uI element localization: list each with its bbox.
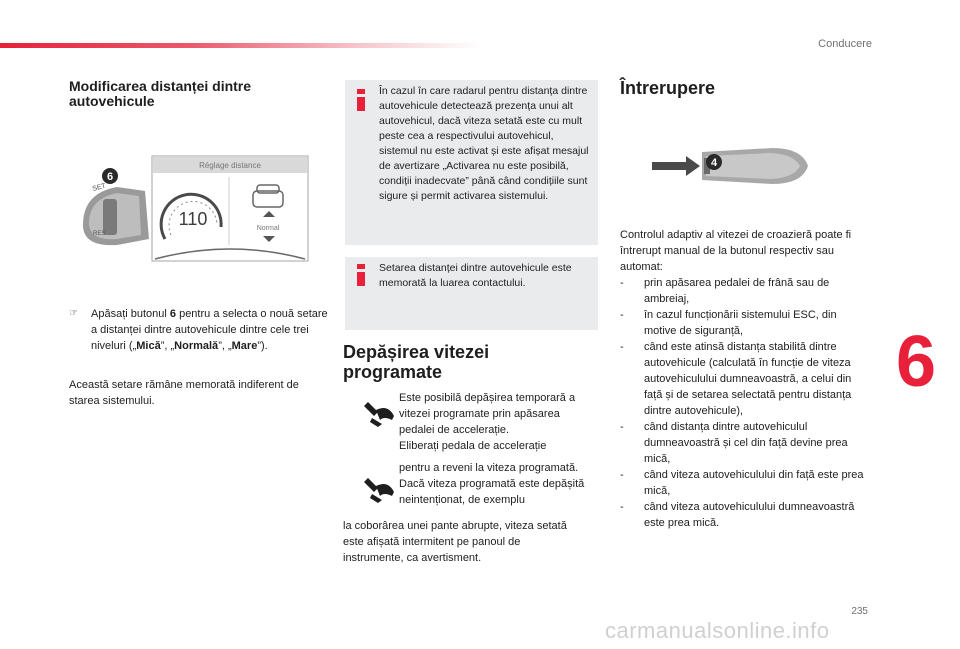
finger-icon: ☞: [69, 308, 78, 319]
chapter-number: 6: [896, 322, 937, 402]
info-icon: [354, 89, 368, 111]
info-box-radar: [345, 80, 598, 245]
interrupt-intro: Controlul adaptiv al vitezei de croazieră poate fi întrerupt manual de la butonul respectiv sau automat:: [620, 229, 852, 273]
list-item: - în cazul funcționării sistemului ESC, din motive de siguranță,: [620, 309, 837, 337]
distance-instruction: ☞ Apăsați butonul 6 pentru a selecta o nouă setare a distanței dintre autovehicule dintre cele trei niveluri („Mică”, „Normală”, „Mare”).: [69, 308, 328, 352]
list-item: - prin apăsarea pedalei de frână sau de ambreiaj,: [620, 277, 830, 305]
distance-screen: [152, 156, 308, 261]
foot-release-icon: [362, 474, 398, 504]
list-item: - când distanța dintre autovehiculul dumneavoastră și cel din față devine prea mică,: [620, 421, 848, 465]
header-accent-bar: [0, 43, 480, 48]
svg-text:SET: SET: [91, 182, 107, 193]
exceed-step1: Este posibilă depășirea temporară a vitezei programate prin apăsarea pedalei de accelerație. Eliberați pedala de accelerație: [399, 392, 576, 452]
svg-text:RES: RES: [93, 231, 106, 237]
arrow-icon: [652, 156, 700, 176]
svg-text:4: 4: [710, 157, 718, 169]
distance-title: Modificarea distanței dintre autovehicule: [69, 78, 252, 109]
exceed-title: Depășirea vitezei programate: [343, 342, 490, 382]
interrupt-illustration: [652, 136, 818, 198]
exceed-step2: pentru a reveni la viteza programată. Dacă viteza programată este depășită neintenționat, de exemplu: [399, 462, 585, 506]
interrupt-title: Întrerupere: [620, 78, 716, 98]
distance-illustration: [79, 155, 311, 263]
section-title: Conducere: [818, 38, 872, 50]
info-box-memory: [345, 257, 598, 330]
info-icon: [354, 264, 368, 286]
exceed-para: la coborârea unei pante abrupte, viteza setată este afișată intermitent pe panoul de instrumente, ca avertisment.: [343, 520, 567, 564]
list-item: - când viteza autovehiculului dumneavoastră este prea mică.: [620, 501, 855, 529]
info-text-memory: Setarea distanței dintre autovehicule este memorată la luarea contactului.: [379, 262, 572, 289]
svg-text:110: 110: [178, 209, 208, 229]
foot-pedal-icon: [362, 398, 398, 428]
svg-text:6: 6: [106, 171, 114, 183]
list-item: - când viteza autovehiculului din față este prea mică,: [620, 469, 864, 497]
badge-6: [102, 168, 118, 184]
interrupt-list: [620, 275, 872, 531]
control-stalk: [83, 182, 149, 245]
list-item: - când este atinsă distanța stabilită dintre autovehicule (calculată în funcție de viteza autovehiculului dumneavoastră, a celui din față și de setarea selectată pentru distanța dintre autovehicule),: [620, 341, 852, 417]
distance-note: Această setare rămâne memorată indiferent de starea sistemului.: [69, 379, 299, 407]
page-number: 235: [851, 606, 868, 617]
svg-text:Réglage distance: Réglage distance: [199, 161, 261, 170]
info-text-radar: În cazul în care radarul pentru distanța dintre autovehicule detectează prezența unui alt autovehicul, dacă viteza setată este cu mult peste cea a respectivului autovehicul, sistemul nu este activat și este afișat mesajul de avertizare „Activarea nu este posibilă, condiții inadecvate” până când condițiile sunt sigure și permit activarea sistemului.: [379, 85, 589, 202]
watermark: carmanualsonline.info: [605, 618, 830, 643]
svg-text:Normal: Normal: [256, 225, 280, 232]
